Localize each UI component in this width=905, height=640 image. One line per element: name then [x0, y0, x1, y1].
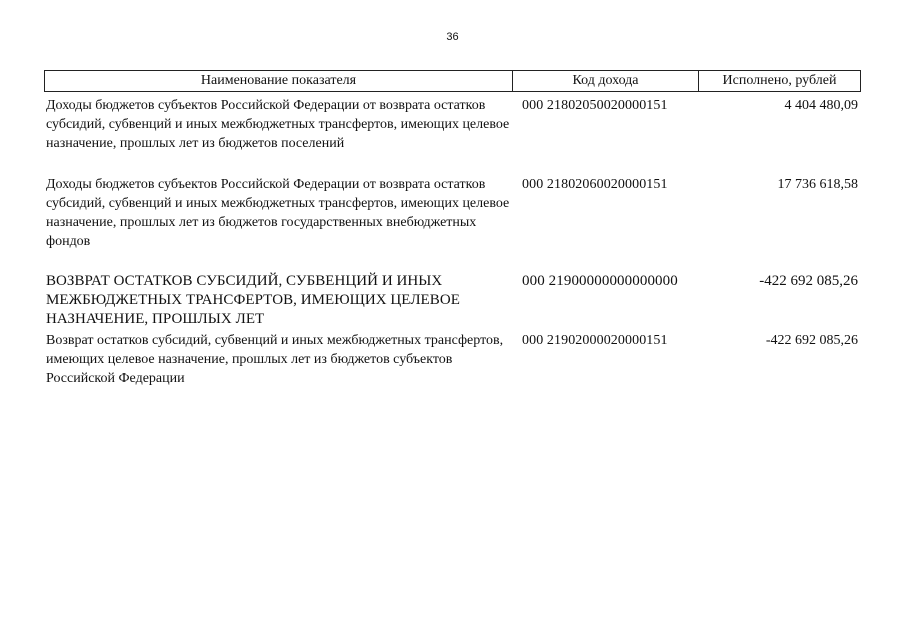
row-indicator-name: Доходы бюджетов субъектов Российской Федерации от возврата остатков субсидий, субвенций и иных межбюджетных трансфертов, имеющих целевое назначение, прошлых лет из бюджетов государственных внебюджетных фондов	[46, 177, 510, 249]
header-indicator-name: Наименование показателя	[45, 71, 513, 91]
row-executed-amount: 17 736 618,58	[777, 177, 858, 192]
row-income-code: 000 21802050020000151	[522, 98, 668, 113]
row-indicator-name: Возврат остатков субсидий, субвенций и иных межбюджетных трансфертов, имеющих целевое назначение, прошлых лет из бюджетов субъектов Российской Федерации	[46, 333, 504, 386]
row-indicator-name: ВОЗВРАТ ОСТАТКОВ СУБСИДИЙ, СУБВЕНЦИЙ И ИНЫХ МЕЖБЮДЖЕТНЫХ ТРАНСФЕРТОВ, ИМЕЮЩИХ ЦЕЛЕВОЕ НАЗНАЧЕНИЕ, ПРОШЛЫХ ЛЕТ	[46, 273, 460, 327]
row-income-code: 000 21900000000000000	[522, 273, 678, 289]
row-income-code: 000 21802060020000151	[522, 177, 668, 192]
header-income-code: Код дохода	[513, 71, 699, 91]
row-income-code: 000 21902000020000151	[522, 333, 668, 348]
row-executed-amount: -422 692 085,26	[759, 273, 858, 289]
row-executed-amount: -422 692 085,26	[765, 333, 858, 348]
table-header	[44, 70, 861, 92]
row-executed-amount: 4 404 480,09	[784, 98, 858, 113]
row-indicator-name: Доходы бюджетов субъектов Российской Федерации от возврата остатков субсидий, субвенций и иных межбюджетных трансфертов, имеющих целевое назначение, прошлых лет из бюджетов поселений	[46, 98, 510, 151]
header-executed-amount: Исполнено, рублей	[722, 73, 837, 88]
page-number: 36	[446, 31, 459, 43]
